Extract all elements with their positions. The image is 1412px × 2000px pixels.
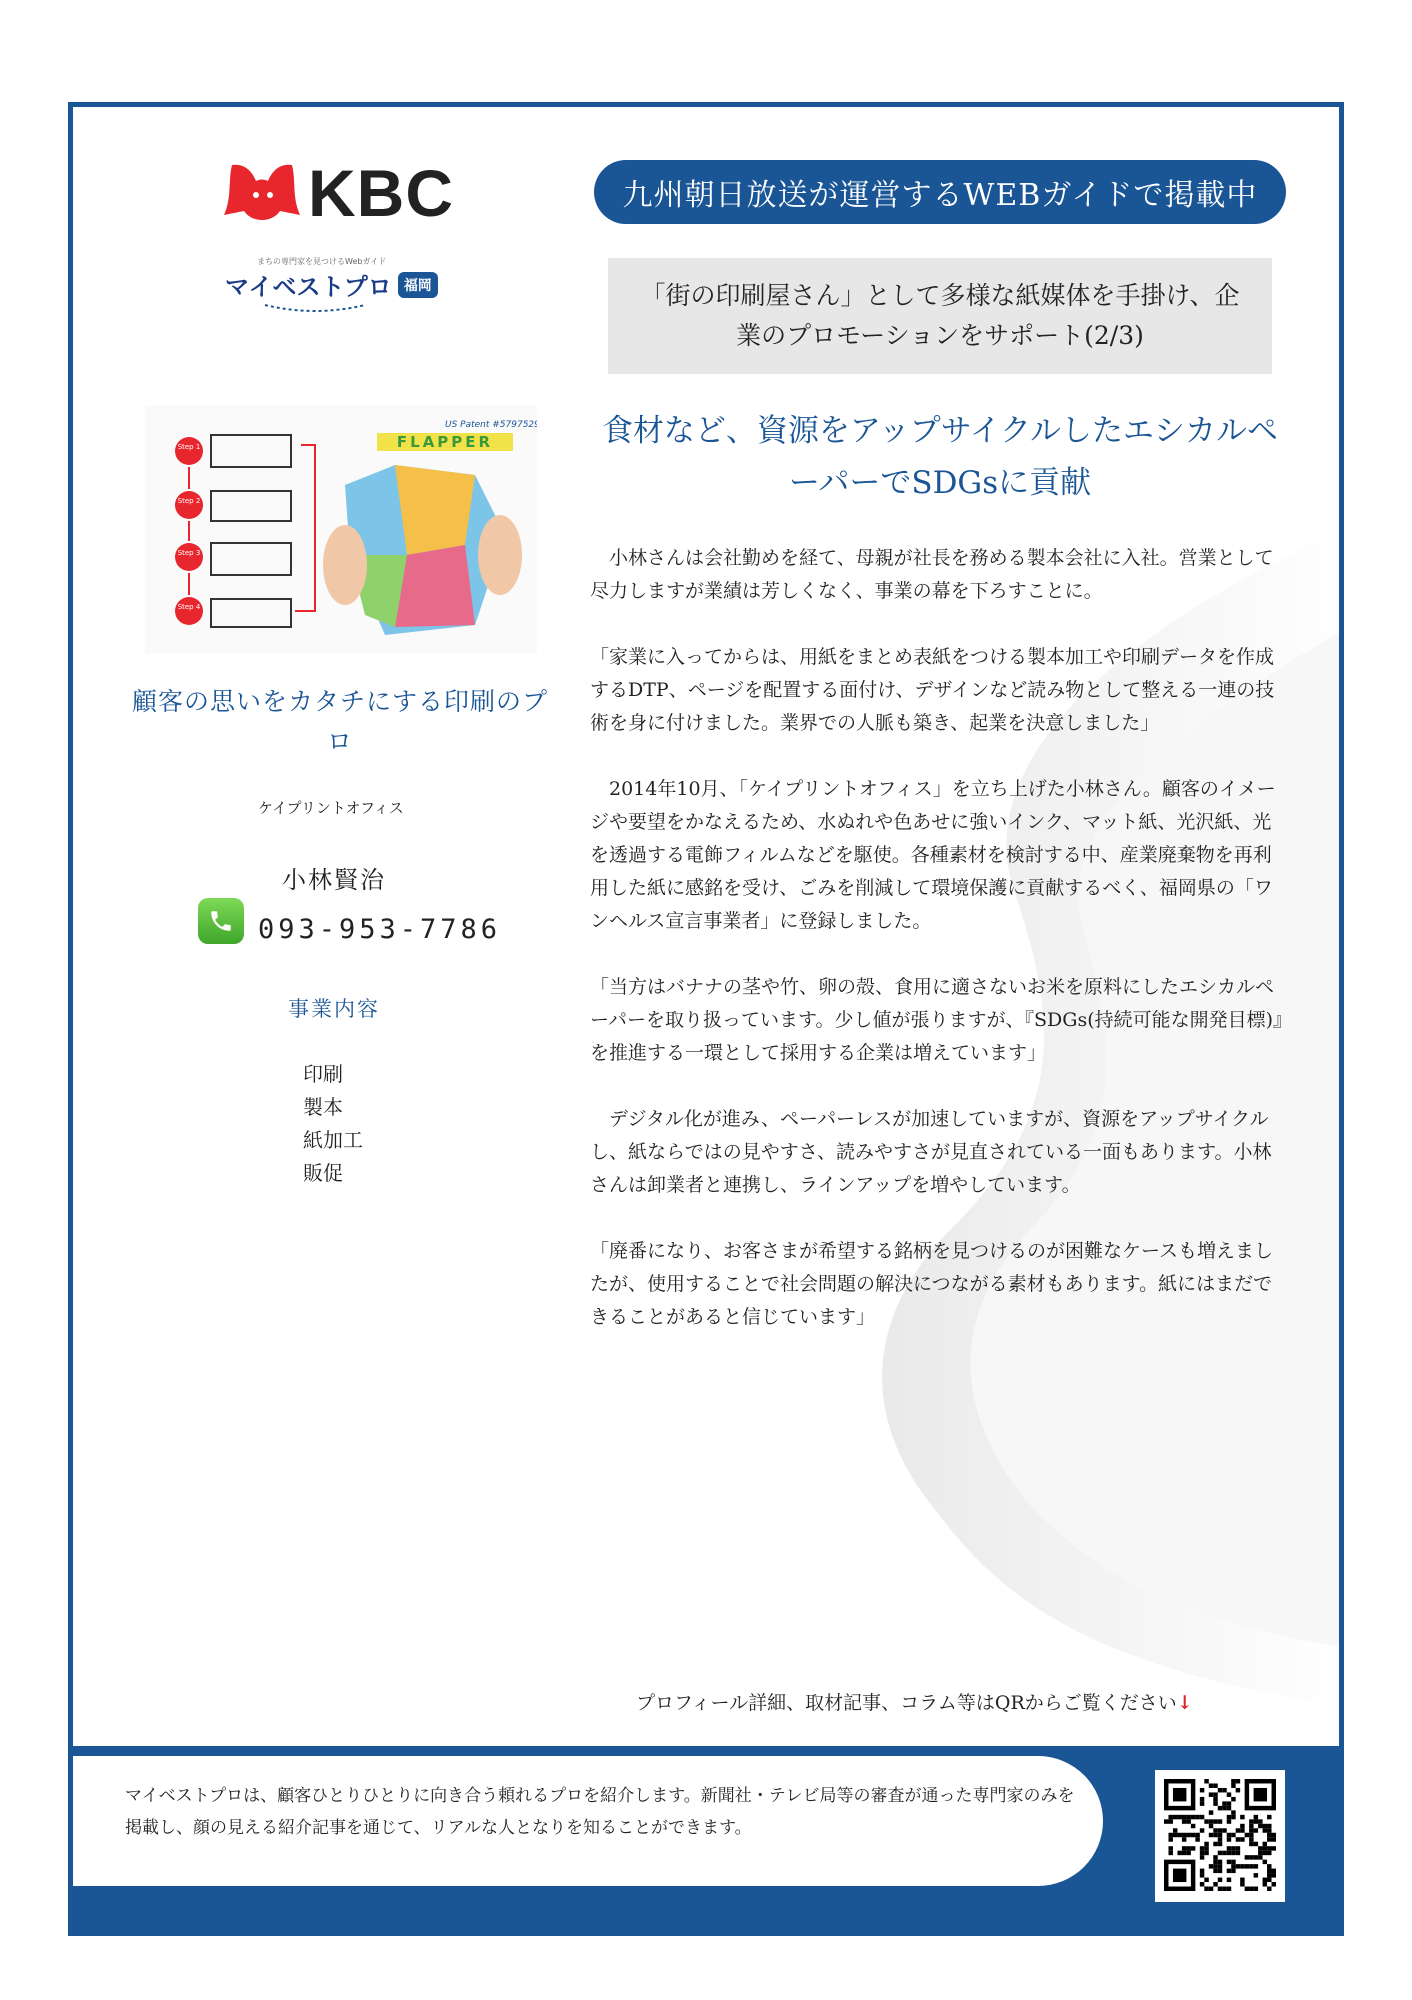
mybestpro-underline-icon bbox=[225, 303, 415, 317]
person-name: 小林賢治 bbox=[282, 866, 386, 894]
kbc-logo bbox=[222, 155, 454, 231]
business-item: 製本 bbox=[303, 1095, 343, 1119]
article-paragraph: 2014年10月、「ケイプリントオフィス」を立ち上げた小林さん。顧客のイメージや要望をかなえるため、水ぬれや色あせに強いインク、マット紙、光沢紙、光を透過する電飾フィルムなどを駆使。各種素材を検討する中、産業廃棄物を再利用した紙に感銘を受け、ごみを削減して環境保護に貢献するべく、福岡県の「ワンヘルス宣言事業者」に登録しました。 bbox=[590, 778, 1276, 932]
product-photo bbox=[145, 405, 537, 653]
article-paragraph: 「家業に入ってからは、用紙をまとめ表紙をつける製本加工や印刷データを作成するDTP、ページを配置する面付け、デザインなど読み物として整える一連の技術を身に付けました。業界での人脈も築き、起業を決意しました」 bbox=[590, 646, 1275, 734]
article-paragraph: デジタル化が進み、ペーパーレスが加速していますが、資源をアップサイクルし、紙ならではの見やすさ、読みやすさが見直されている一面もあります。小林さんは卸業者と連携し、ラインアップを増やしています。 bbox=[590, 1108, 1272, 1196]
step-4-label: Step 4 bbox=[177, 603, 201, 611]
flapper-label: FLAPPER bbox=[396, 433, 494, 451]
article-paragraph: 「当方はバナナの茎や竹、卵の殻、食用に適さないお米を原料にしたエシカルペーパーを取り扱っています。少し値が張りますが、『SDGs(持続可能な開発目標)』を推進する一環として採用する企業は増えています」 bbox=[590, 976, 1283, 1064]
arrow-down-icon: ↓ bbox=[1176, 1692, 1193, 1714]
article-subtitle: 「街の印刷屋さん」として多様な紙媒体を手掛け、企業のプロモーションをサポート(2/3) bbox=[608, 258, 1272, 374]
mybestpro-tagline: まちの専門家を見つけるWebガイド bbox=[257, 257, 387, 266]
cta-text: プロフィール詳細、取材記事、コラム等はQRからご覧ください bbox=[636, 1692, 1177, 1714]
qr-code-image bbox=[1164, 1779, 1276, 1891]
business-item: 印刷 bbox=[303, 1062, 343, 1086]
step-1-label: Step 1 bbox=[177, 443, 201, 451]
qr-code[interactable] bbox=[1155, 1770, 1285, 1902]
profile-catchphrase: 顧客の思いをカタチにする印刷のプロ bbox=[131, 687, 548, 756]
mybestpro-city-badge: 福岡 bbox=[398, 272, 438, 298]
company-name: ケイプリントオフィス bbox=[258, 799, 404, 817]
kbc-mascot-icon bbox=[222, 157, 302, 229]
article-paragraph: 「廃番になり、お客さまが希望する銘柄を見つけるのが困難なケースも増えましたが、使用することで社会問題の解決につながる素材もあります。紙にはまだできることがあると信じています」 bbox=[590, 1240, 1274, 1328]
mybestpro-logo bbox=[225, 256, 438, 321]
article-body bbox=[590, 542, 1288, 1367]
phone-number[interactable]: 093-953-7786 bbox=[258, 914, 502, 945]
mybestpro-wordmark: マイベストプロ bbox=[225, 273, 392, 301]
article-title: 食材など、資源をアップサイクルしたエシカルペーパーでSDGsに貢献 bbox=[601, 413, 1279, 501]
phone-icon bbox=[198, 898, 244, 944]
business-item: 紙加工 bbox=[303, 1128, 363, 1152]
footer-description: マイベストプロは、顧客ひとりひとりに向き合う頼れるプロを紹介します。新聞社・テレビ局等の審査が通った専門家のみを掲載し、顔の見える紹介記事を通じて、リアルな人となりを知ることができます。 bbox=[125, 1786, 1075, 1838]
business-item: 販促 bbox=[303, 1161, 343, 1185]
header-pill: 九州朝日放送が運営するWEBガイドで掲載中 bbox=[594, 160, 1286, 224]
business-title: 事業内容 bbox=[288, 997, 380, 1021]
step-2-label: Step 2 bbox=[177, 497, 201, 505]
business-list bbox=[303, 1058, 363, 1190]
patent-label: US Patent #5797529 bbox=[445, 420, 537, 430]
step-3-label: Step 3 bbox=[177, 549, 201, 557]
kbc-wordmark: KBC bbox=[308, 156, 454, 230]
article-paragraph: 小林さんは会社勤めを経て、母親が社長を務める製本会社に入社。営業として尽力しますが業績は芳しくなく、事業の幕を下ろすことに。 bbox=[590, 547, 1274, 602]
qr-call-to-action bbox=[636, 1688, 1193, 1715]
